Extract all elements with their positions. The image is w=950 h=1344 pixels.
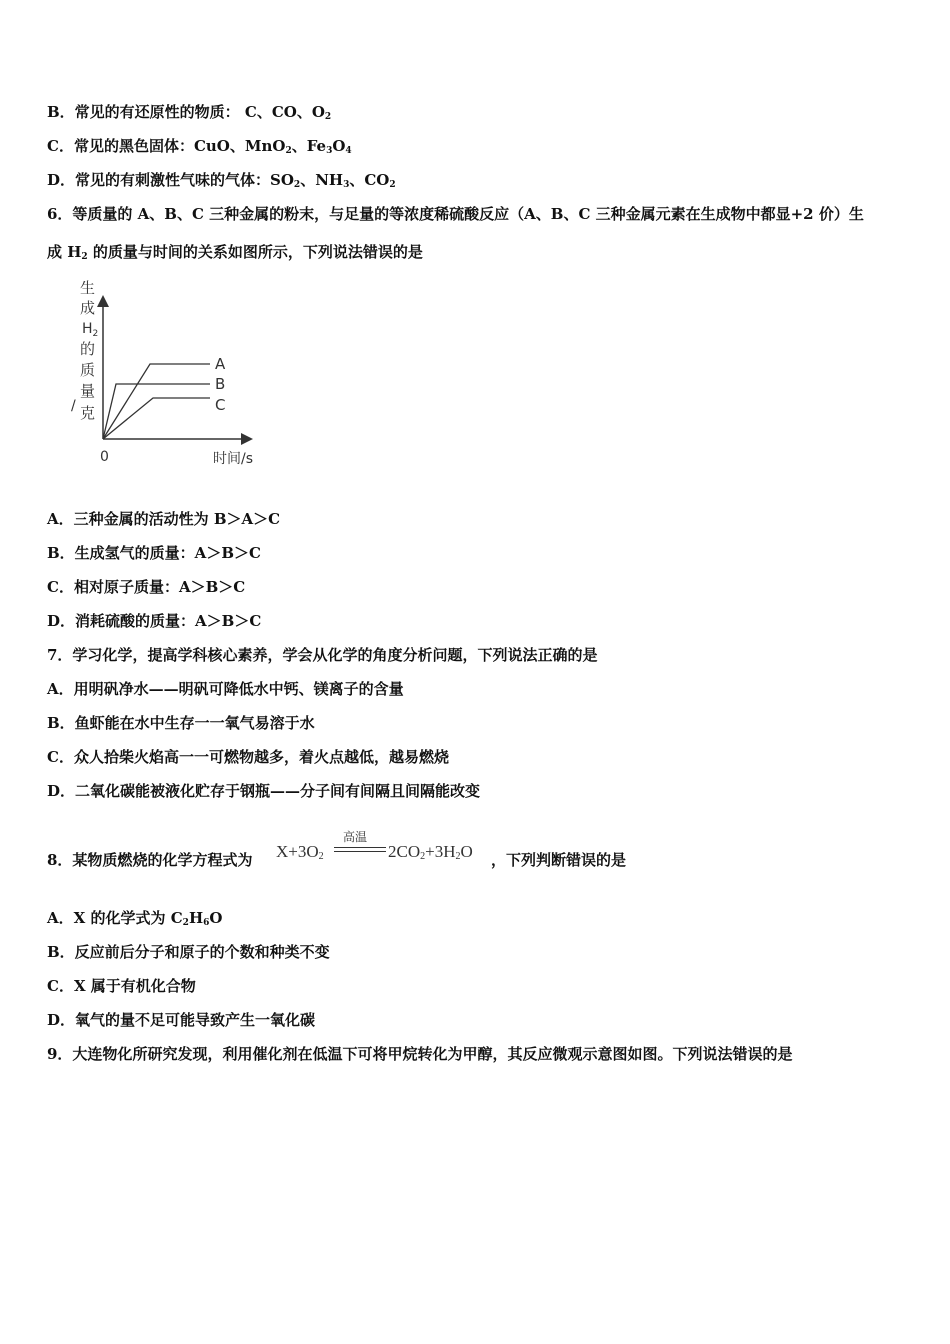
q6-option-c: C．相对原子质量：A＞B＞C (47, 578, 246, 596)
series-b-label: B (215, 375, 226, 393)
q6-option-b: B．生成氢气的质量：A＞B＞C (47, 544, 261, 562)
q6-graph (60, 272, 280, 472)
q6-option-a: A．三种金属的活动性为 B＞A＞C (47, 510, 281, 528)
ylabel-char-2: 成 (80, 299, 96, 317)
q5-option-c: C．常见的黑色固体：CuO、MnO$_2$、$Fe_3O_4$ (47, 137, 352, 156)
ylabel-h-sub: 2 (92, 329, 99, 339)
q7-option-c: C．众人拾柴火焰高一一可燃物越多，着火点越低，越易燃烧 (47, 748, 449, 766)
q8-equation-condition: 高温 (343, 830, 368, 844)
q8-option-b: B．反应前后分子和原子的个数和种类不变 (47, 943, 330, 961)
q8-option-c: C．X 属于有机化合物 (47, 977, 196, 995)
q8-equation-left: $X+3O_2$ (276, 842, 324, 862)
series-a-line (103, 364, 210, 439)
ylabel-char-1: 生 (80, 279, 96, 297)
q7-option-a: A．用明矾净水——明矾可降低水中钙、镁离子的含量 (47, 680, 404, 698)
ylabel-char-4: 的 (80, 340, 96, 358)
q5-option-b: B．常见的有还原性的物质： C、CO、$O_2$ (47, 103, 332, 122)
origin-label: 0 (100, 449, 109, 465)
ylabel-char-6: 量 (80, 382, 96, 400)
q9-stem: 9．大连物化所研究发现，利用催化剂在低温下可将甲烷转化为甲醇，其反应微观示意图如图。下列说法错误的是 (47, 1045, 793, 1063)
ylabel-h: H (82, 321, 93, 337)
q8-option-a: A．X 的化学式为 $C_2H_6O$ (47, 909, 223, 928)
q7-stem: 7．学习化学，提高学科核心素养，学会从化学的角度分析问题，下列说法正确的是 (47, 646, 598, 664)
xlabel: 时间/s (213, 451, 254, 467)
ylabel-slash: / (71, 398, 76, 414)
ylabel-char-5: 质 (80, 361, 96, 379)
series-a-label: A (215, 355, 226, 373)
q8-stem-suffix: ，下列判断错误的是 (491, 851, 627, 869)
q7-option-b: B．鱼虾能在水中生存一一氧气易溶于水 (47, 714, 315, 732)
ylabel-char-7: 克 (80, 404, 96, 422)
q8-equation-bar-bottom (334, 851, 386, 852)
ylabel-char-3 (82, 321, 98, 339)
series-b-line (103, 384, 210, 439)
q8-option-d: D．氧气的量不足可能导致产生一氧化碳 (47, 1011, 316, 1029)
q7-option-d: D．二氧化碳能被液化贮存于钢瓶——分子间有间隔且间隔能改变 (47, 782, 481, 800)
q6-option-d: D．消耗硫酸的质量：A＞B＞C (47, 612, 262, 630)
series-c-label: C (215, 396, 226, 414)
series-c-line (103, 398, 210, 439)
q8-stem-prefix: 8．某物质燃烧的化学方程式为 (47, 851, 253, 869)
q6-stem-line2: 成 $H_2$ 的质量与时间的关系如图所示，下列说法错误的是 (47, 243, 423, 262)
q8-equation-right: $2CO_2+3H_2O$ (388, 842, 473, 862)
q5-option-d: D．常见的有刺激性气味的气体：$SO_2$、$NH_3$、$CO_2$ (47, 171, 396, 190)
q6-stem-line1: 6．等质量的 A、B、C 三种金属的粉末，与足量的等浓度稀硫酸反应（A、B、C 三种金属元素在生成物中都显+2 价）生 (47, 205, 864, 223)
q8-equation-bar-top (334, 847, 386, 848)
